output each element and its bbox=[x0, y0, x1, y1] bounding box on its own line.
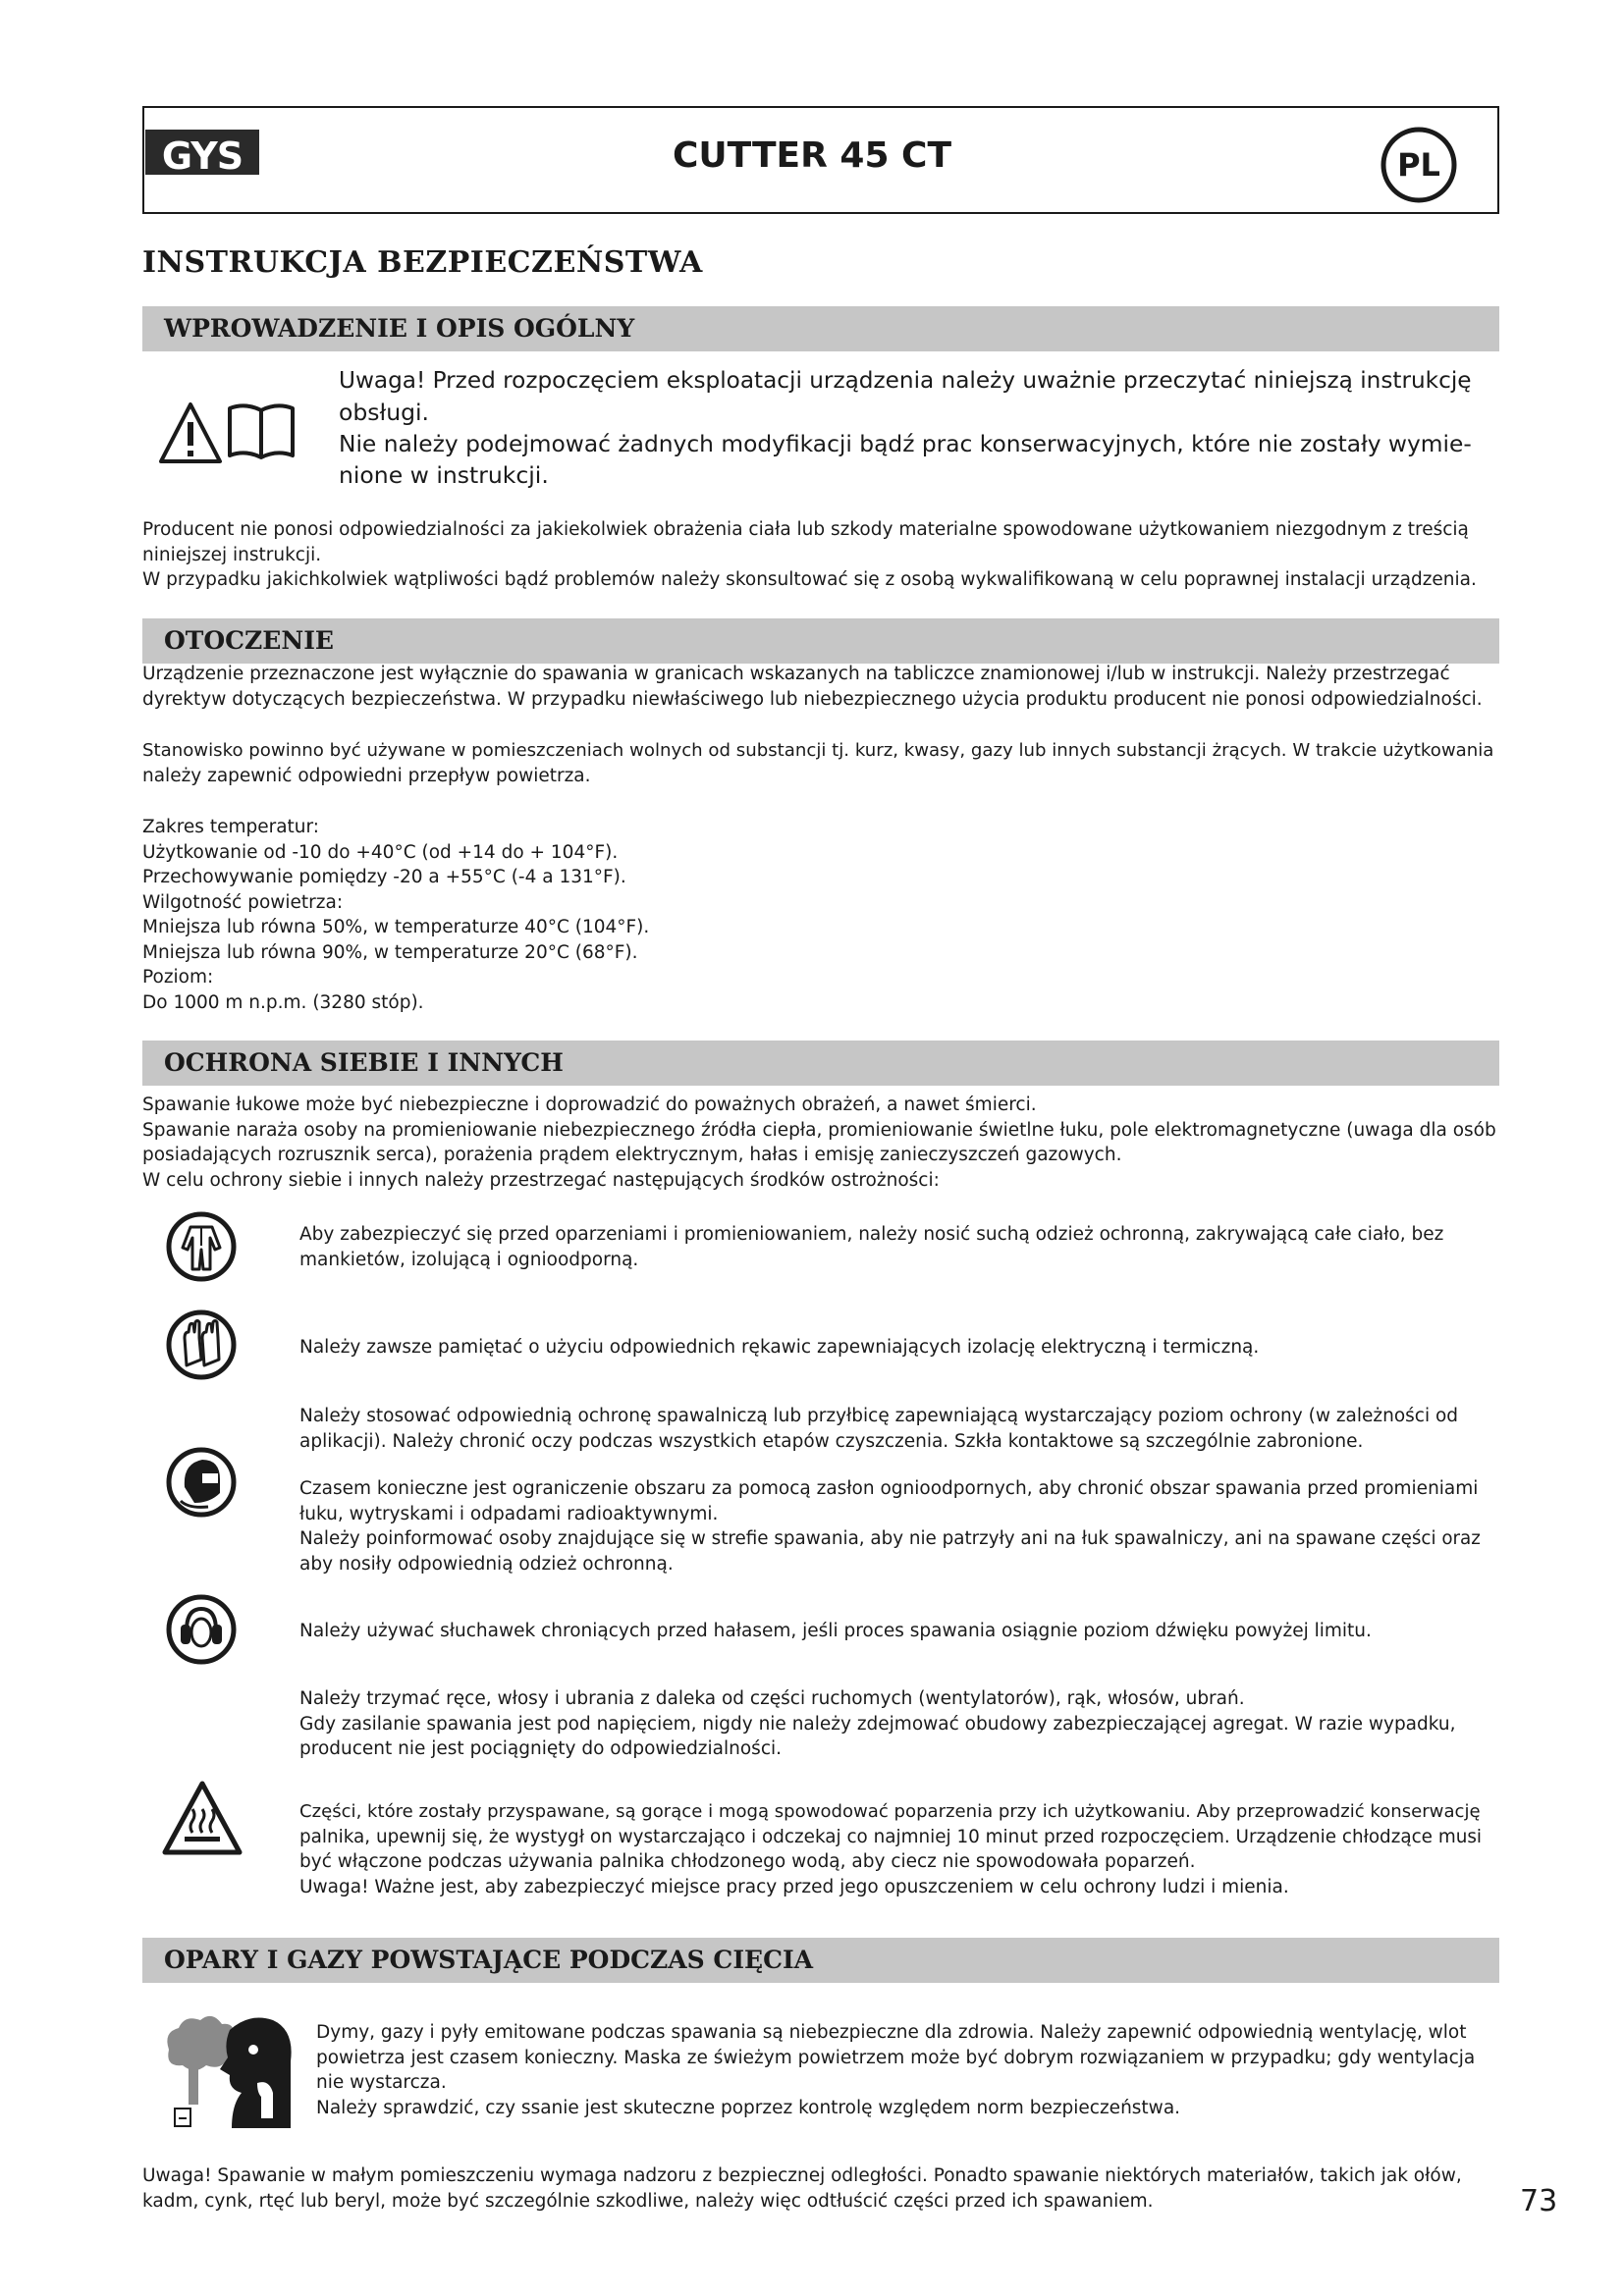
gloves-text bbox=[299, 1335, 1488, 1361]
text-line: Czasem konieczne jest ograniczenie obszaru za pomocą zasłon ognioodpornych, aby chronić obszar spawania przed promieniami bbox=[299, 1478, 1479, 1499]
document-title: CUTTER 45 CT bbox=[672, 135, 952, 176]
text-line: być włączone podczas używania palnika chłodzonego wodą, aby ciecz nie spowodowała poparzeń. bbox=[299, 1851, 1196, 1872]
moving-parts-text bbox=[299, 1686, 1488, 1762]
condition-line: Zakres temperatur: bbox=[142, 817, 320, 837]
text-line: Uwaga! Ważne jest, aby zabezpieczyć miejsce pracy przed jego opuszczeniem w celu ochrony ludzi i mienia. bbox=[299, 1876, 1289, 1897]
text-line: posiadających rozrusznik serca), porażenia prądem elektrycznym, hałas i emisję zanieczyszczeń gazowych. bbox=[142, 1145, 1122, 1165]
section-heading-protection: OCHRONA SIEBIE I INNYCH bbox=[142, 1041, 1499, 1086]
section-heading-fumes: OPARY I GAZY POWSTAJĄCE PODCZAS CIĘCIA bbox=[142, 1938, 1499, 1983]
text-line: palnika, upewnij się, że wystygł on wystarczająco i odczekaj co najmniej 10 minut przed rozpoczęciem. Urządzenie chłodzące musi bbox=[299, 1826, 1483, 1847]
text-line: Należy sprawdzić, czy ssanie jest skuteczne poprzez kontrolę względem norm bezpieczeństwa. bbox=[316, 2097, 1181, 2118]
section-heading-environment: OTOCZENIE bbox=[142, 618, 1499, 664]
text-line: nione w instrukcji. bbox=[339, 461, 549, 489]
text-line: Należy zawsze pamiętać o użyciu odpowiednich rękawic zapewniających izolację elektryczną i termiczną. bbox=[299, 1337, 1260, 1358]
ear-protection-icon bbox=[165, 1593, 238, 1666]
welding-mask-icon bbox=[165, 1446, 238, 1519]
hot-surface-warning-icon bbox=[161, 1780, 244, 1856]
text-line: Należy używać słuchawek chroniących przed hałasem, jeśli proces spawania osiągnie poziom dźwięku powyżej limitu. bbox=[299, 1621, 1372, 1641]
text-line: aby nosiły odpowiednią odzież ochronną. bbox=[299, 1553, 674, 1575]
operating-conditions-list bbox=[142, 815, 928, 1015]
text-line: W przypadku jakichkolwiek wątpliwości bądź problemów należy skonsultować się z osobą wykwalifikowaną w celu poprawnej instalacji urządzenia. bbox=[142, 569, 1477, 590]
text-line: Producent nie ponosi odpowiedzialności za jakiekolwiek obrażenia ciała lub szkody materialne spowodowane użytkowaniem niezgodnym z treścią bbox=[142, 519, 1469, 540]
text-line: Spawanie łukowe może być niebezpieczne i doprowadzić do poważnych obrażeń, a nawet śmierci. bbox=[142, 1095, 1037, 1115]
text-line: łuku, wytryskami i odpadami radioaktywnymi. bbox=[299, 1503, 719, 1524]
language-code: PL bbox=[1397, 146, 1440, 184]
text-line: nie wystarcza. bbox=[316, 2072, 447, 2093]
text-line: Urządzenie przeznaczone jest wyłącznie do spawania w granicach wskazanych na tabliczce znamionowej i/lub w instrukcji. Należy przestrzegać bbox=[142, 664, 1450, 684]
intro-warning-text bbox=[339, 365, 1478, 491]
page-title: INSTRUKCJA BEZPIECZEŃSTWA bbox=[142, 245, 703, 280]
text-line: Aby zabezpieczyć się przed oparzeniami i promieniowaniem, należy nosić suchą odzież ochronną, zakrywającą całe ciało, bez bbox=[299, 1224, 1444, 1245]
language-badge bbox=[1380, 126, 1458, 204]
environment-paragraph-2 bbox=[142, 738, 1502, 788]
text-line: należy zapewnić odpowiedni przepływ powietrza. bbox=[142, 765, 591, 786]
text-line: Należy stosować odpowiednią ochronę spawalniczą lub przyłbicę zapewniającą wystarczający poziom ochrony (w zależności od bbox=[299, 1406, 1459, 1426]
text-line: Nie należy podejmować żadnych modyfikacji bądź prac konserwacyjnych, które nie zostały wymie- bbox=[339, 430, 1472, 457]
text-line: Gdy zasilanie spawania jest pod napięciem, nigdy nie należy zdejmować obudowy zabezpieczającej agregat. W razie wypadku, bbox=[299, 1713, 1456, 1735]
text-line: Uwaga! Spawanie w małym pomieszczeniu wymaga nadzoru z bezpiecznej odległości. Ponadto spawanie niektórych materiałów, takich jak ołów, bbox=[142, 2165, 1462, 2186]
text-line: kadm, cynk, rtęć lub beryl, może być szczególnie szkodliwe, należy więc odtłuścić części przed ich spawaniem. bbox=[142, 2190, 1154, 2212]
text-line: Należy poinformować osoby znajdujące się w strefie spawania, aby nie patrzyły ani na łuk spawalniczy, ani na spawane części oraz bbox=[299, 1528, 1481, 1549]
text-line: W celu ochrony siebie i innych należy przestrzegać następujących środków ostrożności: bbox=[142, 1169, 940, 1191]
text-line: dyrektyw dotyczących bezpieczeństwa. W przypadku niewłaściwego lub niebezpiecznego użycia produktu producent nie ponosi odpowiedzialności. bbox=[142, 688, 1483, 710]
text-line: producent nie jest pociągnięty do odpowiedzialności. bbox=[299, 1738, 783, 1759]
protective-suit-text bbox=[299, 1222, 1488, 1272]
eye-protection-text bbox=[299, 1404, 1488, 1454]
condition-line: Użytkowanie od -10 do +40°C (od +14 do + 104°F). bbox=[142, 841, 619, 863]
page-number: 73 bbox=[1520, 2184, 1558, 2218]
condition-line: Mniejsza lub równa 50%, w temperaturze 40°C (104°F). bbox=[142, 917, 650, 937]
text-line: Części, które zostały przyspawane, są gorące i mogą spowodować poparzenia przy ich użytkowaniu. Aby przeprowadzić konserwację bbox=[299, 1801, 1481, 1822]
screening-text bbox=[299, 1476, 1488, 1576]
condition-line: Wilgotność powietrza: bbox=[142, 891, 344, 913]
environment-paragraph-1 bbox=[142, 662, 1502, 712]
intro-paragraph bbox=[142, 517, 1502, 593]
svg-text:GYS: GYS bbox=[161, 134, 244, 178]
text-line: powietrza jest czasem konieczny. Maska ze świeżym powietrzem może być dobrym rozwiązaniem w przypadku; gdy wentylacja bbox=[316, 2047, 1476, 2068]
text-line: aplikacji). Należy chronić oczy podczas wszystkich etapów czyszczenia. Szkła kontaktowe są szczególnie zabronione. bbox=[299, 1430, 1364, 1452]
warning-read-manual-icon bbox=[159, 400, 306, 465]
text-line: niniejszej instrukcji. bbox=[142, 544, 322, 565]
ear-protection-text bbox=[299, 1619, 1488, 1644]
condition-line: Do 1000 m n.p.m. (3280 stóp). bbox=[142, 991, 424, 1013]
condition-line: Poziom: bbox=[142, 967, 214, 988]
fumes-closing-paragraph bbox=[142, 2163, 1502, 2214]
text-line: Uwaga! Przed rozpoczęciem eksploatacji urządzenia należy uważnie przeczytać niniejszą instrukcję bbox=[339, 368, 1472, 394]
hot-parts-text bbox=[299, 1799, 1488, 1899]
protective-suit-icon bbox=[165, 1210, 238, 1283]
text-line: Stanowisko powinno być używane w pomieszczeniach wolnych od substancji tj. kurz, kwasy, gazy lub innych substancji żrących. W trakcie użytkowania bbox=[142, 740, 1494, 761]
text-line: Należy trzymać ręce, włosy i ubrania z daleka od części ruchomych (wentylatorów), rąk, włosów, ubrań. bbox=[299, 1688, 1245, 1709]
text-line: Dymy, gazy i pyły emitowane podczas spawania są niebezpieczne dla zdrowia. Należy zapewnić odpowiednią wentylację, wlot bbox=[316, 2022, 1467, 2043]
text-line: Spawanie naraża osoby na promieniowanie niebezpiecznego źródła ciepła, promieniowanie świetlne łuku, pole elektromagnetyczne (uwaga dla osób bbox=[142, 1119, 1496, 1141]
condition-line: Przechowywanie pomiędzy -20 a +55°C (-4 a 131°F). bbox=[142, 867, 626, 887]
fumes-text bbox=[316, 2020, 1488, 2120]
protection-intro bbox=[142, 1093, 1502, 1193]
gloves-icon bbox=[165, 1308, 238, 1381]
section-heading-intro: WPROWADZENIE I OPIS OGÓLNY bbox=[142, 306, 1499, 351]
condition-line: Mniejsza lub równa 90%, w temperaturze 20°C (68°F). bbox=[142, 941, 638, 963]
text-line: obsługi. bbox=[339, 399, 430, 426]
text-line: mankietów, izolującą i ognioodporną. bbox=[299, 1249, 639, 1270]
fumes-inhalation-icon bbox=[159, 2010, 302, 2134]
